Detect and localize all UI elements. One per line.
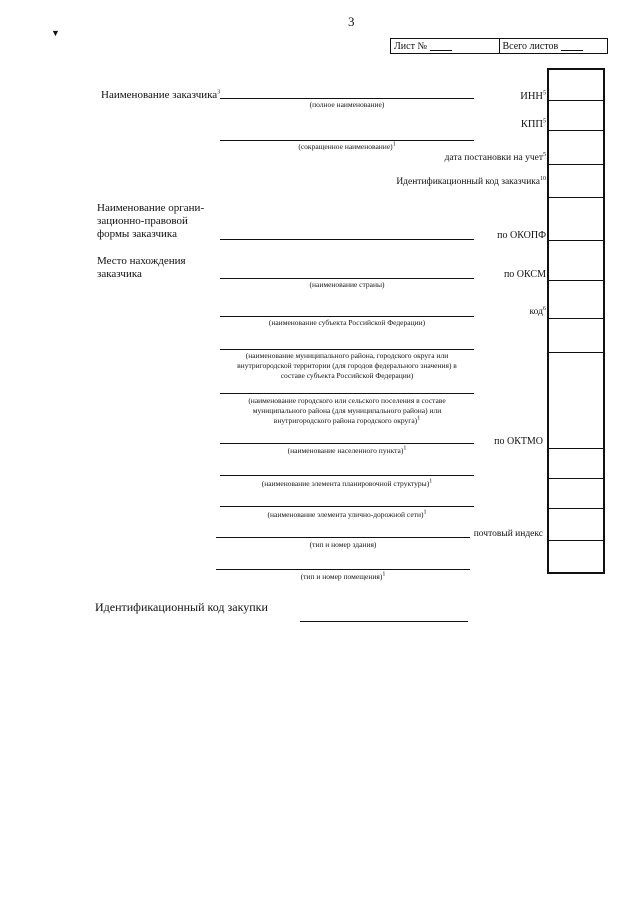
total-sheets-cell: [499, 39, 608, 53]
codes-separator: [549, 240, 603, 241]
locality-caption: (наименование населенного пункта)$^1$: [287, 445, 407, 455]
planning-line[interactable]: [220, 475, 474, 476]
codes-separator: [549, 164, 603, 165]
settlement-caption: (наименование городского или сельского поселения в составе муниципального района (для муниципального района) или внутригородского района городского округа)$^1$: [248, 396, 446, 425]
short-name-caption: (сокращенное наименование)$^1$: [298, 141, 396, 151]
okopf-label: по ОКОПФ: [497, 230, 546, 241]
settlement-line[interactable]: [220, 393, 474, 394]
reg-date-label: дата постановки на учет$^5$: [444, 151, 546, 163]
codes-separator: [549, 280, 603, 281]
room-line[interactable]: [216, 569, 470, 570]
full-name-caption: (полное наименование): [309, 100, 385, 109]
street-caption: (наименование элемента улично-дорожной сети)$^1$: [267, 509, 427, 519]
room-caption: (тип и номер помещения)$^1$: [300, 571, 386, 581]
legal-form-label: Наименование органи- зационно-правовой формы заказчика: [97, 202, 205, 240]
sheet-number-box: [390, 38, 608, 54]
country-caption: (наименование страны): [309, 280, 385, 289]
codes-separator: [549, 448, 603, 449]
code-label: код$^6$: [529, 305, 546, 317]
codes-column: [547, 68, 605, 574]
building-caption: (тип и номер здания): [309, 540, 377, 549]
locality-line[interactable]: [220, 443, 474, 444]
corner-mark: ▼: [51, 28, 60, 38]
codes-separator: [549, 197, 603, 198]
district-caption: (наименование муниципального района, городского округа или внутригородской территории (для городов федерального значения) в составе субъекта Российской Федерации): [237, 351, 457, 380]
subject-line[interactable]: [220, 316, 474, 317]
short-name-line[interactable]: [220, 140, 474, 141]
purchase-id-line[interactable]: [300, 621, 468, 622]
planning-caption: (наименование элемента планировочной структуры)$^1$: [261, 478, 433, 488]
legal-form-line[interactable]: [220, 239, 474, 240]
country-line[interactable]: [220, 278, 474, 279]
postcode-label: почтовый индекс: [473, 529, 543, 539]
codes-separator: [549, 130, 603, 131]
codes-separator: [549, 540, 603, 541]
codes-separator: [549, 100, 603, 101]
district-line[interactable]: [220, 349, 474, 350]
page-number: 3: [348, 14, 355, 29]
sheet-number-label: Лист №: [394, 40, 427, 52]
total-sheets-field[interactable]: [561, 41, 583, 51]
inn-label: ИНН$^5$: [520, 90, 546, 102]
codes-separator: [549, 478, 603, 479]
oktmo-label: по ОКТМО: [494, 436, 543, 447]
total-sheets-label: Всего листов: [502, 40, 559, 52]
oksm-label: по ОКСМ: [503, 269, 546, 280]
sheet-number-cell: [391, 39, 499, 53]
location-label: Место нахождения заказчика: [97, 255, 186, 280]
purchase-id-label: Идентификационный код закупки: [95, 600, 268, 614]
building-line[interactable]: [216, 537, 470, 538]
street-line[interactable]: [220, 506, 474, 507]
codes-separator: [549, 318, 603, 319]
customer-name-label: Наименование заказчика$^3$: [101, 89, 221, 101]
codes-separator: [549, 508, 603, 509]
full-name-line[interactable]: [220, 98, 474, 99]
codes-separator: [549, 352, 603, 353]
kpp-label: КПП$^5$: [520, 118, 546, 130]
customer-id-code-label: Идентификационный код заказчика$^{10}$: [396, 175, 546, 187]
subject-caption: (наименование субъекта Российской Федерации): [268, 318, 426, 327]
sheet-number-field[interactable]: [430, 41, 452, 51]
